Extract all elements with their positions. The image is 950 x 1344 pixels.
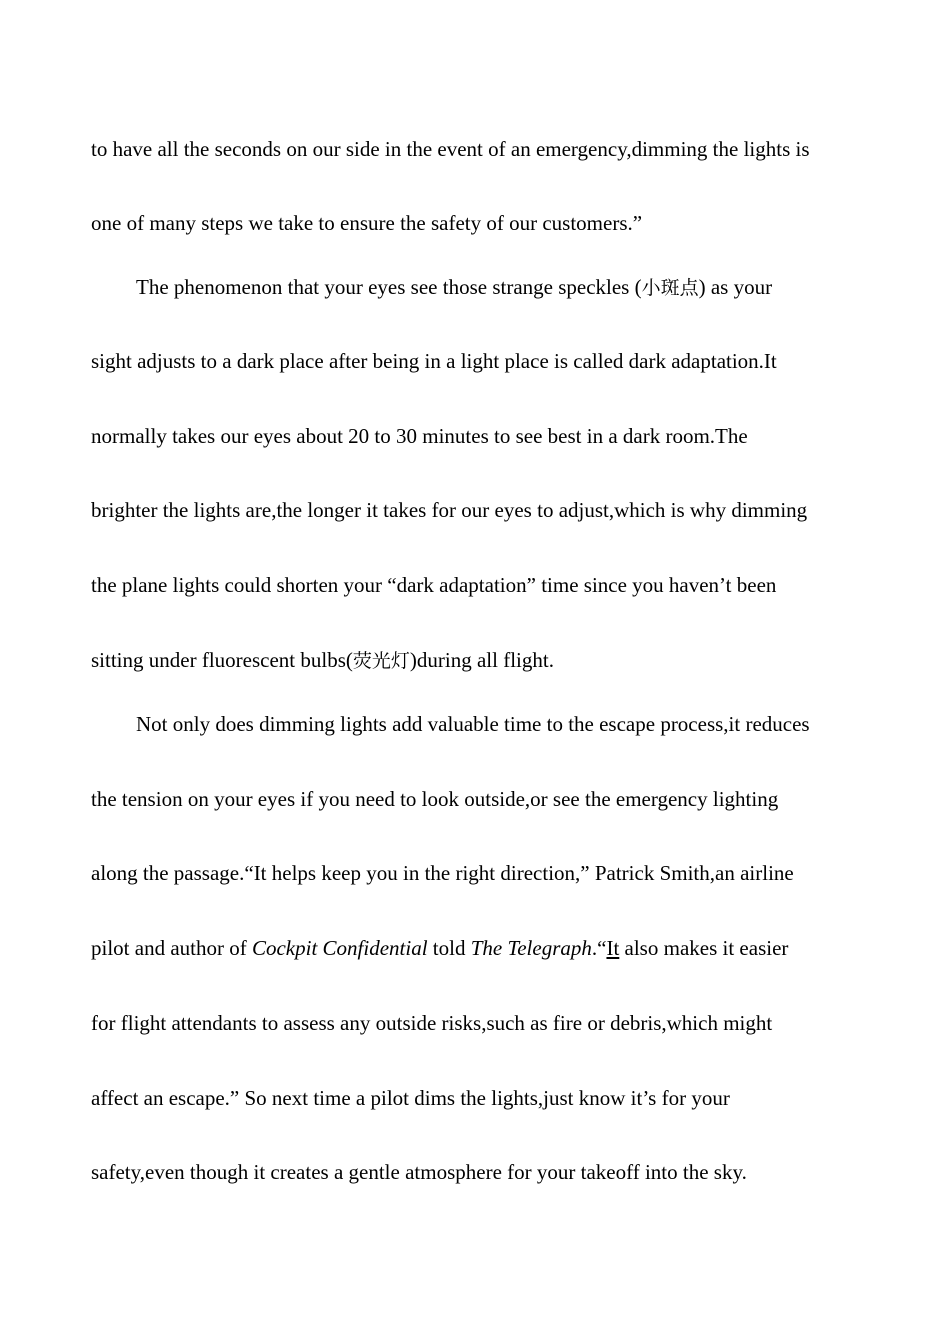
text-line: for flight attendants to assess any outside risks,such as fire or debris,which might	[91, 1011, 773, 1035]
text-segment: pilot and author of	[91, 936, 252, 960]
text-segment: ) as your	[698, 275, 773, 299]
chinese-gloss: 荧光灯	[352, 650, 410, 672]
text-line	[91, 935, 788, 961]
text-line: the plane lights could shorten your “dark adaptation” time since you haven’t been	[91, 573, 777, 597]
text-segment: The phenomenon that your eyes see those strange speckles (	[136, 275, 642, 299]
text-segment: )during all flight.	[409, 648, 554, 672]
text-line: the tension on your eyes if you need to look outside,or see the emergency lighting	[91, 787, 779, 811]
chinese-gloss: 小斑点	[641, 277, 699, 299]
text-line: normally takes our eyes about 20 to 30 minutes to see best in a dark room.The	[91, 424, 748, 448]
text-line: affect an escape.” So next time a pilot dims the lights,just know it’s for your	[91, 1086, 730, 1110]
text-line: safety,even though it creates a gentle atmosphere for your takeoff into the sky.	[91, 1160, 747, 1184]
text-line	[91, 647, 554, 674]
newspaper-title: The Telegraph	[470, 936, 592, 960]
text-segment: .“	[591, 936, 607, 960]
paragraph-start-line: Not only does dimming lights add valuable time to the escape process,it reduces	[136, 712, 810, 736]
paragraph-start-line	[136, 274, 772, 301]
text-line: to have all the seconds on our side in the event of an emergency,dimming the lights is	[91, 137, 810, 161]
text-line: brighter the lights are,the longer it takes for our eyes to adjust,which is why dimming	[91, 498, 808, 522]
text-line: one of many steps we take to ensure the safety of our customers.”	[91, 211, 643, 235]
text-segment: told	[427, 936, 471, 960]
underlined-word: It	[606, 936, 620, 960]
text-line: sight adjusts to a dark place after being in a light place is called dark adaptation.It	[91, 349, 777, 373]
text-segment: sitting under fluorescent bulbs(	[91, 648, 353, 672]
text-segment: also makes it easier	[619, 936, 789, 960]
text-line: along the passage.“It helps keep you in the right direction,” Patrick Smith,an airline	[91, 861, 794, 885]
book-title: Cockpit Confidential	[251, 936, 428, 960]
